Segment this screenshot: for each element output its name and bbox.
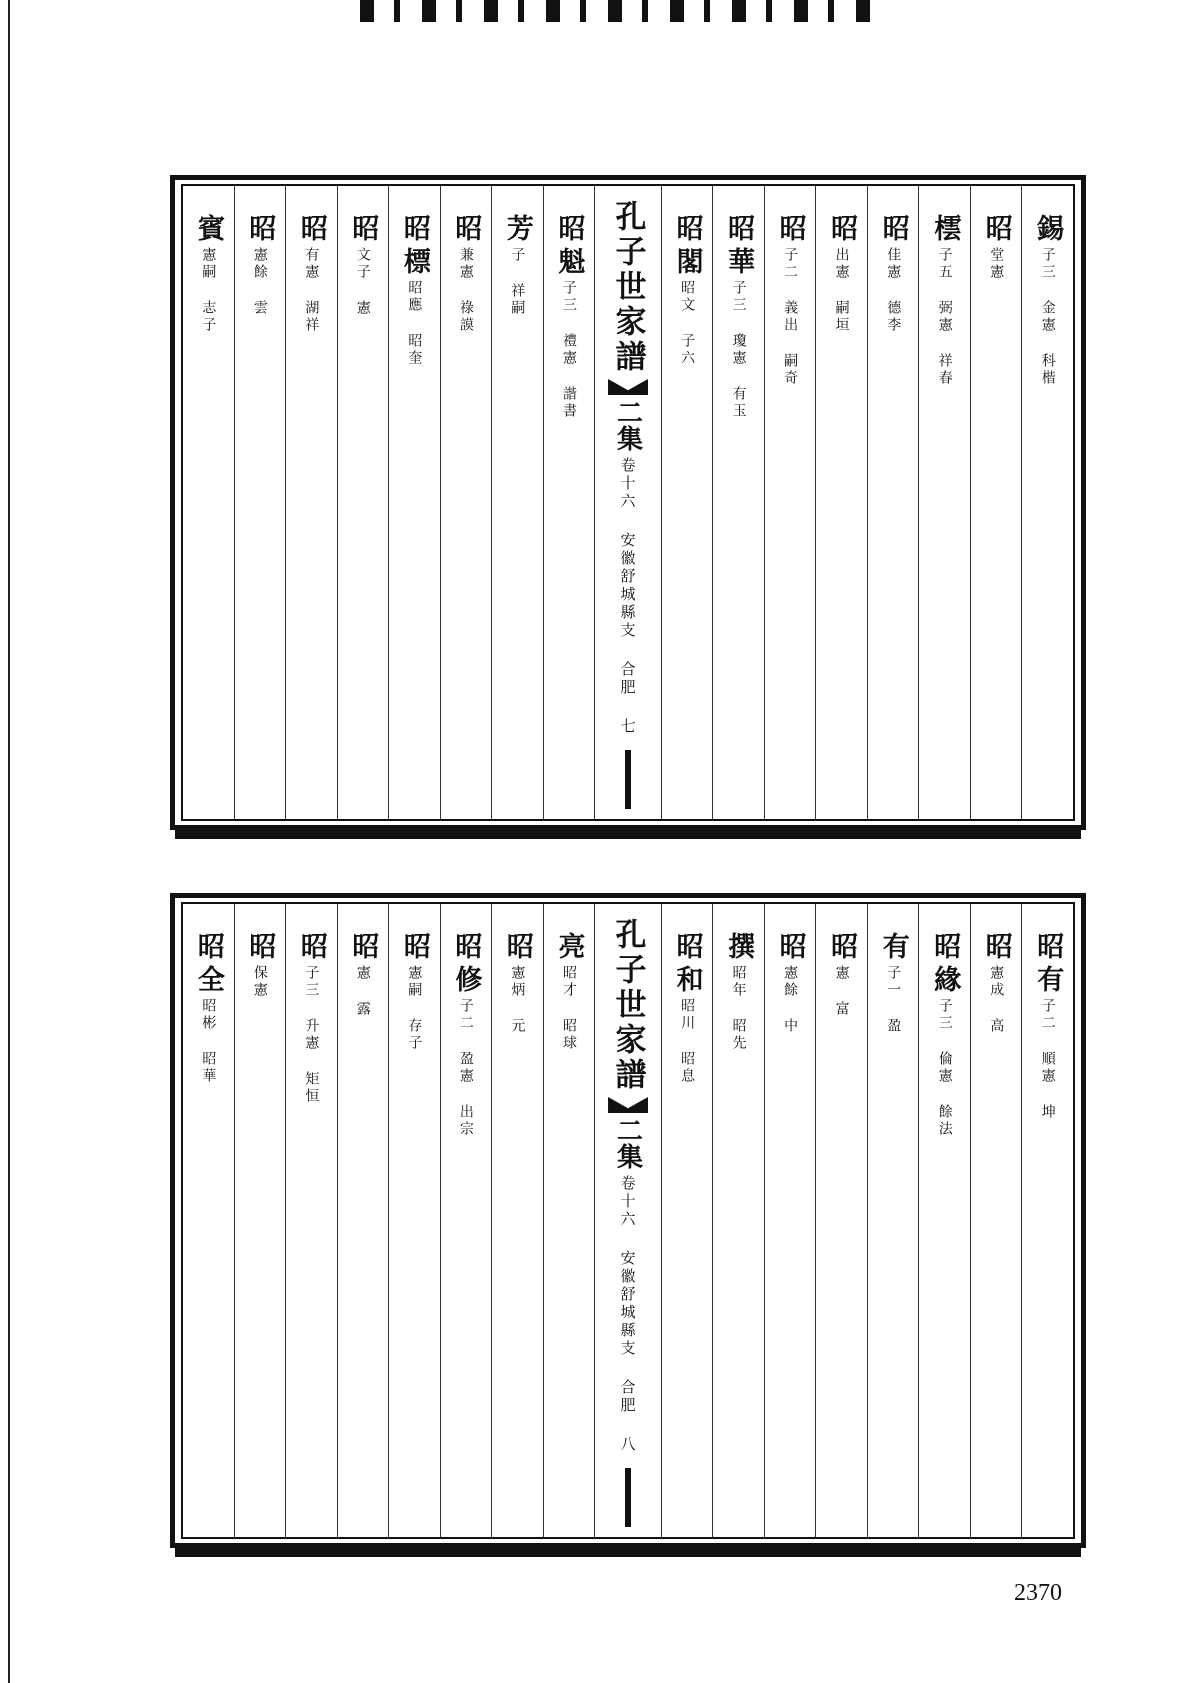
name-entry: 昭: [347, 932, 379, 965]
text-column: [285, 186, 337, 819]
annotation: 憲嗣 存子: [406, 965, 423, 1052]
name-entry: 昭標: [398, 214, 430, 280]
text-column: [918, 186, 970, 819]
text-column: [764, 904, 816, 1537]
center-header-column: [594, 186, 661, 819]
annotation: 憲 露: [354, 965, 371, 1018]
annotation: 子三 瓊憲 有玉: [730, 280, 747, 420]
name-entry: 昭華: [723, 214, 755, 280]
name-entry: 昭: [295, 932, 327, 965]
text-column: [661, 186, 713, 819]
annotation: 昭文 子六: [679, 280, 696, 367]
center-rule: [625, 750, 631, 809]
name-entry: 昭緣: [929, 932, 961, 998]
annotation: 憲成 高: [988, 965, 1005, 1035]
text-column: [1021, 904, 1073, 1537]
chapter-info: 卷十六 安徽舒城縣支 合肥 八: [618, 1175, 637, 1454]
name-entry: 昭: [774, 214, 806, 247]
text-column: [712, 904, 764, 1537]
name-entry: 昭: [347, 214, 379, 247]
page-number: 2370: [1014, 1580, 1062, 1606]
column-grid: [181, 184, 1075, 821]
column-grid: [181, 902, 1075, 1539]
annotation: 憲炳 元: [509, 965, 526, 1035]
annotation: 文子 憲: [354, 247, 371, 317]
text-column: [867, 904, 919, 1537]
genealogy-panel-lower: [170, 893, 1086, 1548]
annotation: 子一 盈: [885, 965, 902, 1035]
annotation: 出憲 嗣垣: [833, 247, 850, 334]
annotation: 昭應 昭奎: [406, 280, 423, 367]
volume-label: 二集: [612, 1117, 643, 1169]
name-entry: 昭: [774, 932, 806, 965]
text-column: [1021, 186, 1073, 819]
name-entry: 昭魁: [553, 214, 585, 280]
name-entry: 昭閣: [671, 214, 703, 280]
annotation: 子五 弼憲 祥春: [936, 247, 953, 387]
annotation: 子二 盈憲 出宗: [457, 998, 474, 1138]
name-entry: 昭修: [450, 932, 482, 998]
text-column: [337, 186, 389, 819]
fishtail-mark: [608, 1097, 648, 1113]
name-entry: 昭有: [1032, 932, 1064, 998]
name-entry: 昭: [980, 932, 1012, 965]
annotation: 昭年 昭先: [730, 965, 747, 1052]
text-column: [491, 904, 543, 1537]
name-entry: 昭: [295, 214, 327, 247]
annotation: 子二 順憲 坤: [1039, 998, 1056, 1121]
left-margin-rule: [8, 0, 10, 1683]
text-column: [712, 186, 764, 819]
name-entry: 芳: [501, 214, 533, 247]
top-edge-marks: [360, 0, 880, 22]
annotation: 昭才 昭球: [560, 965, 577, 1052]
annotation: 憲嗣 志子: [200, 247, 217, 334]
name-entry: 橒: [929, 214, 961, 247]
text-column: [440, 904, 492, 1537]
text-column: [661, 904, 713, 1537]
text-column: [440, 186, 492, 819]
annotation: 子三 升憲 矩恒: [303, 965, 320, 1105]
volume-label: 二集: [612, 399, 643, 451]
annotation: 子 祥嗣: [509, 247, 526, 317]
text-column: [183, 904, 234, 1537]
annotation: 有憲 湖祥: [303, 247, 320, 334]
name-entry: 昭: [450, 214, 482, 247]
name-entry: 賓: [192, 214, 224, 247]
text-column: [388, 904, 440, 1537]
text-column: [337, 904, 389, 1537]
text-column: [815, 904, 867, 1537]
annotation: 昭彬 昭華: [200, 998, 217, 1085]
name-entry: 昭: [980, 214, 1012, 247]
text-column: [543, 186, 595, 819]
annotation: 憲餘 雲: [251, 247, 268, 317]
fishtail-mark: [608, 379, 648, 395]
name-entry: 昭: [877, 214, 909, 247]
annotation: 憲餘 中: [782, 965, 799, 1035]
text-column: [234, 904, 286, 1537]
name-entry: 昭: [244, 214, 276, 247]
name-entry: 昭: [398, 932, 430, 965]
name-entry: 昭和: [671, 932, 703, 998]
text-column: [970, 186, 1022, 819]
name-entry: 亮: [553, 932, 585, 965]
text-column: [388, 186, 440, 819]
center-rule: [625, 1468, 631, 1527]
book-title: 孔子世家譜: [609, 918, 646, 1093]
text-column: [234, 186, 286, 819]
text-column: [764, 186, 816, 819]
annotation: 子三 金憲 科楷: [1039, 247, 1056, 387]
book-title: 孔子世家譜: [609, 200, 646, 375]
annotation: 子三 禮憲 諧書: [560, 280, 577, 420]
annotation: 堂憲: [988, 247, 1005, 281]
text-column: [183, 186, 234, 819]
name-entry: 錫: [1032, 214, 1064, 247]
text-column: [285, 904, 337, 1537]
annotation: 子二 義出 嗣奇: [782, 247, 799, 387]
chapter-info: 卷十六 安徽舒城縣支 合肥 七: [618, 457, 637, 736]
text-column: [970, 904, 1022, 1537]
genealogy-panel-upper: [170, 175, 1086, 830]
text-column: [491, 186, 543, 819]
name-entry: 撰: [723, 932, 755, 965]
annotation: 昭川 昭息: [679, 998, 696, 1085]
name-entry: 昭: [826, 932, 858, 965]
name-entry: 昭全: [192, 932, 224, 998]
text-column: [867, 186, 919, 819]
annotation: 子三 倫憲 餘法: [936, 998, 953, 1138]
name-entry: 昭: [826, 214, 858, 247]
center-header-column: [594, 904, 661, 1537]
annotation: 保憲: [251, 965, 268, 999]
text-column: [815, 186, 867, 819]
name-entry: 昭: [501, 932, 533, 965]
name-entry: 昭: [244, 932, 276, 965]
annotation: 憲 富: [833, 965, 850, 1018]
annotation: 兼憲 祿謨: [457, 247, 474, 334]
annotation: 佳憲 德李: [885, 247, 902, 334]
name-entry: 有: [877, 932, 909, 965]
text-column: [918, 904, 970, 1537]
text-column: [543, 904, 595, 1537]
